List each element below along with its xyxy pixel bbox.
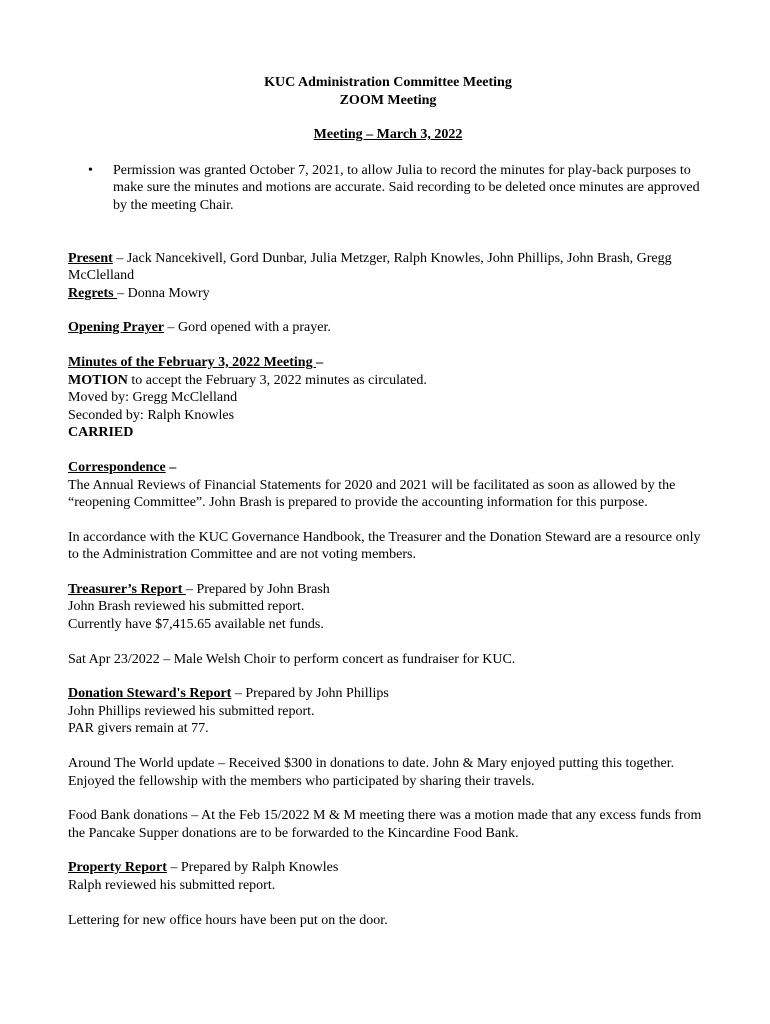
treasurer-label: Treasurer’s Report (68, 581, 186, 597)
donation-text: – Prepared by John Phillips (231, 686, 389, 702)
governance-paragraph (68, 529, 708, 564)
donation-section (68, 685, 708, 738)
correspondence-section (68, 459, 708, 512)
property-line-1: Ralph reviewed his submitted report. (68, 878, 276, 893)
prayer-section (68, 319, 708, 337)
meeting-date: Meeting – March 3, 2022 (313, 127, 463, 143)
concert-paragraph (68, 651, 708, 669)
treasurer-text: – Prepared by John Brash (185, 581, 330, 597)
attendance-section (68, 250, 708, 303)
minutes-section (68, 354, 708, 442)
prayer-label: Opening Prayer (68, 320, 165, 336)
donation-line-2: PAR givers remain at 77. (68, 721, 209, 737)
present-label: Present (68, 250, 113, 266)
correspondence-label: Correspondence (68, 459, 166, 475)
minutes-dash: – (316, 354, 324, 370)
property-text: – Prepared by Ralph Knowles (166, 860, 339, 876)
regrets-label: Regrets (68, 285, 118, 301)
treasurer-section (68, 581, 708, 634)
bullet-icon: • (88, 162, 93, 178)
regrets-text: – Donna Mowry (117, 285, 210, 301)
lettering-paragraph (68, 912, 708, 930)
property-section (68, 859, 708, 894)
property-label: Property Report (68, 860, 167, 876)
treasurer-line-1: John Brash reviewed his submitted report. (68, 599, 305, 615)
present-line (68, 250, 708, 285)
minutes-label: Minutes of the February 3, 2022 Meeting (68, 354, 317, 370)
donation-paragraph-2: Around The World update – Received $300 in donations to date. John & Mary enjoyed putting this together. Enjoyed the fellowship with the members who participated by sharing their travels. (68, 756, 675, 789)
treasurer-paragraph-2: Sat Apr 23/2022 – Male Welsh Choir to perform concert as fundraiser for KUC. (68, 651, 516, 667)
correspondence-dash: – (165, 459, 177, 475)
present-text: – Jack Nancekivell, Gord Dunbar, Julia Metzger, Ralph Knowles, John Phillips, John Brash, Gregg McClelland (68, 250, 672, 284)
regrets-line (68, 285, 708, 303)
bullet-text: Permission was granted October 7, 2021, to allow Julia to record the minutes for play-back purposes to make sure the minutes and motions are accurate. Said recording to be deleted once minutes are approved by the meeting Chair. (113, 162, 700, 213)
prayer-text: – Gord opened with a prayer. (164, 320, 331, 336)
treasurer-line-2: Currently have $7,415.65 available net funds. (68, 617, 324, 633)
correspondence-paragraph-1: The Annual Reviews of Financial Statements for 2020 and 2021 will be facilitated as soon as allowed by the “reopening Committee”. John Brash is prepared to provide the accounting information for this purpose. (68, 477, 676, 511)
food-bank-paragraph (68, 807, 708, 842)
around-world-paragraph (68, 755, 708, 790)
seconded-by: Seconded by: Ralph Knowles (68, 407, 235, 423)
donation-line-1: John Phillips reviewed his submitted report. (68, 703, 315, 719)
donation-paragraph-3: Food Bank donations – At the Feb 15/2022 M & M meeting there was a motion made that any excess funds from the Pancake Supper donations are to be forwarded to the Kincardine Food Bank. (68, 808, 702, 841)
document-subtitle: ZOOM Meeting (339, 92, 437, 108)
moved-by: Moved by: Gregg McClelland (68, 390, 238, 406)
motion-label: MOTION (68, 372, 128, 388)
correspondence-paragraph-2: In accordance with the KUC Governance Handbook, the Treasurer and the Donation Steward are a resource only to the Administration Committee and are not voting members. (68, 529, 701, 563)
property-paragraph-2: Lettering for new office hours have been put on the door. (68, 912, 388, 928)
document-title: KUC Administration Committee Meeting (264, 75, 512, 90)
donation-label: Donation Steward's Report (68, 686, 232, 702)
motion-text: to accept the February 3, 2022 minutes as circulated. (127, 372, 427, 388)
carried-status: CARRIED (68, 425, 134, 441)
permission-bullet (68, 162, 708, 215)
document-page (68, 74, 708, 929)
